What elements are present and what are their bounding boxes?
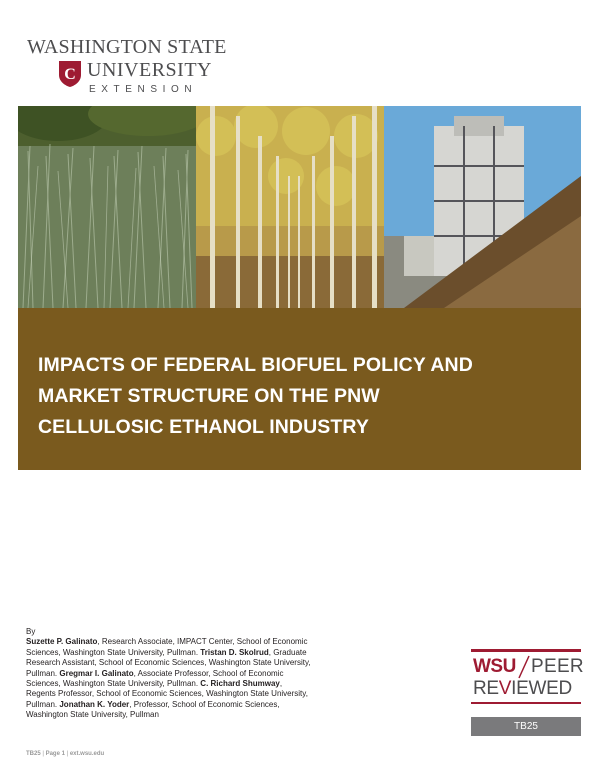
title-line-3: CELLULOSIC ETHANOL INDUSTRY (38, 416, 369, 438)
footer-separator: | (40, 751, 46, 757)
logo-university: UNIVERSITY (87, 59, 212, 81)
grass-photo (18, 106, 196, 308)
trees-photo (196, 106, 384, 308)
author-name: Tristan D. Skolrud (200, 647, 269, 657)
plant-photo (384, 106, 581, 308)
author-list (26, 637, 311, 720)
svg-text:C: C (64, 66, 76, 83)
author-name: Gregmar I. Galinato (59, 668, 134, 678)
logo-washington-state: WASHINGTON STATE (27, 36, 227, 58)
badge-peer: PEER (531, 656, 584, 677)
cover-photo-strip (18, 106, 581, 308)
author-name: Suzette P. Galinato (26, 637, 98, 647)
author-affiliation: , Regents Professor, School of Economic Sciences, Washington State University, Pullman. (26, 679, 308, 709)
badge-reviewed (473, 678, 572, 700)
document-title (38, 350, 558, 443)
author-affiliation: , Associate Professor, School of Economic Sciences, Washington State University, Pullman. (26, 668, 284, 689)
reviewed-suffix: IEWED (511, 678, 572, 699)
badge-top-rule (471, 649, 581, 652)
page-footer (26, 751, 104, 757)
author-affiliation: , Research Associate, IMPACT Center, School of Economic Sciences, Washington State University, Pullman. (26, 637, 308, 657)
footer-page: Page 1 (45, 751, 65, 757)
title-line-1: IMPACTS OF FEDERAL BIOFUEL POLICY AND (38, 354, 473, 376)
footer-code: TB25 (26, 751, 41, 757)
author-name: Jonathan K. Yoder (59, 699, 130, 709)
badge-rule (471, 702, 581, 704)
author-affiliation: , Professor, School of Economic Sciences, Washington State University, Pullman (26, 699, 280, 720)
logo-extension: EXTENSION (89, 84, 198, 95)
badge-wsu: WSU (473, 656, 516, 677)
footer-url[interactable]: ext.wsu.edu (69, 751, 105, 757)
author-affiliation: , Graduate Research Assistant, School of Economic Sciences, Washington State University, Pullman. (26, 647, 311, 678)
publication-code: TB25 (471, 717, 581, 736)
checkmark-v: V (498, 678, 512, 699)
title-line-2: MARKET STRUCTURE ON THE PNW (38, 385, 380, 407)
wsu-peer-reviewed-badge (471, 649, 584, 737)
by-label: By (26, 627, 36, 636)
reviewed-prefix: RE (473, 678, 499, 699)
slash-icon (517, 655, 531, 679)
title-band (18, 308, 581, 470)
author-block (26, 627, 311, 721)
cougar-shield-icon (58, 60, 82, 88)
wsu-extension-logo[interactable] (27, 36, 237, 100)
author-name: C. Richard Shumway (200, 679, 280, 689)
footer-separator: | (64, 751, 70, 757)
